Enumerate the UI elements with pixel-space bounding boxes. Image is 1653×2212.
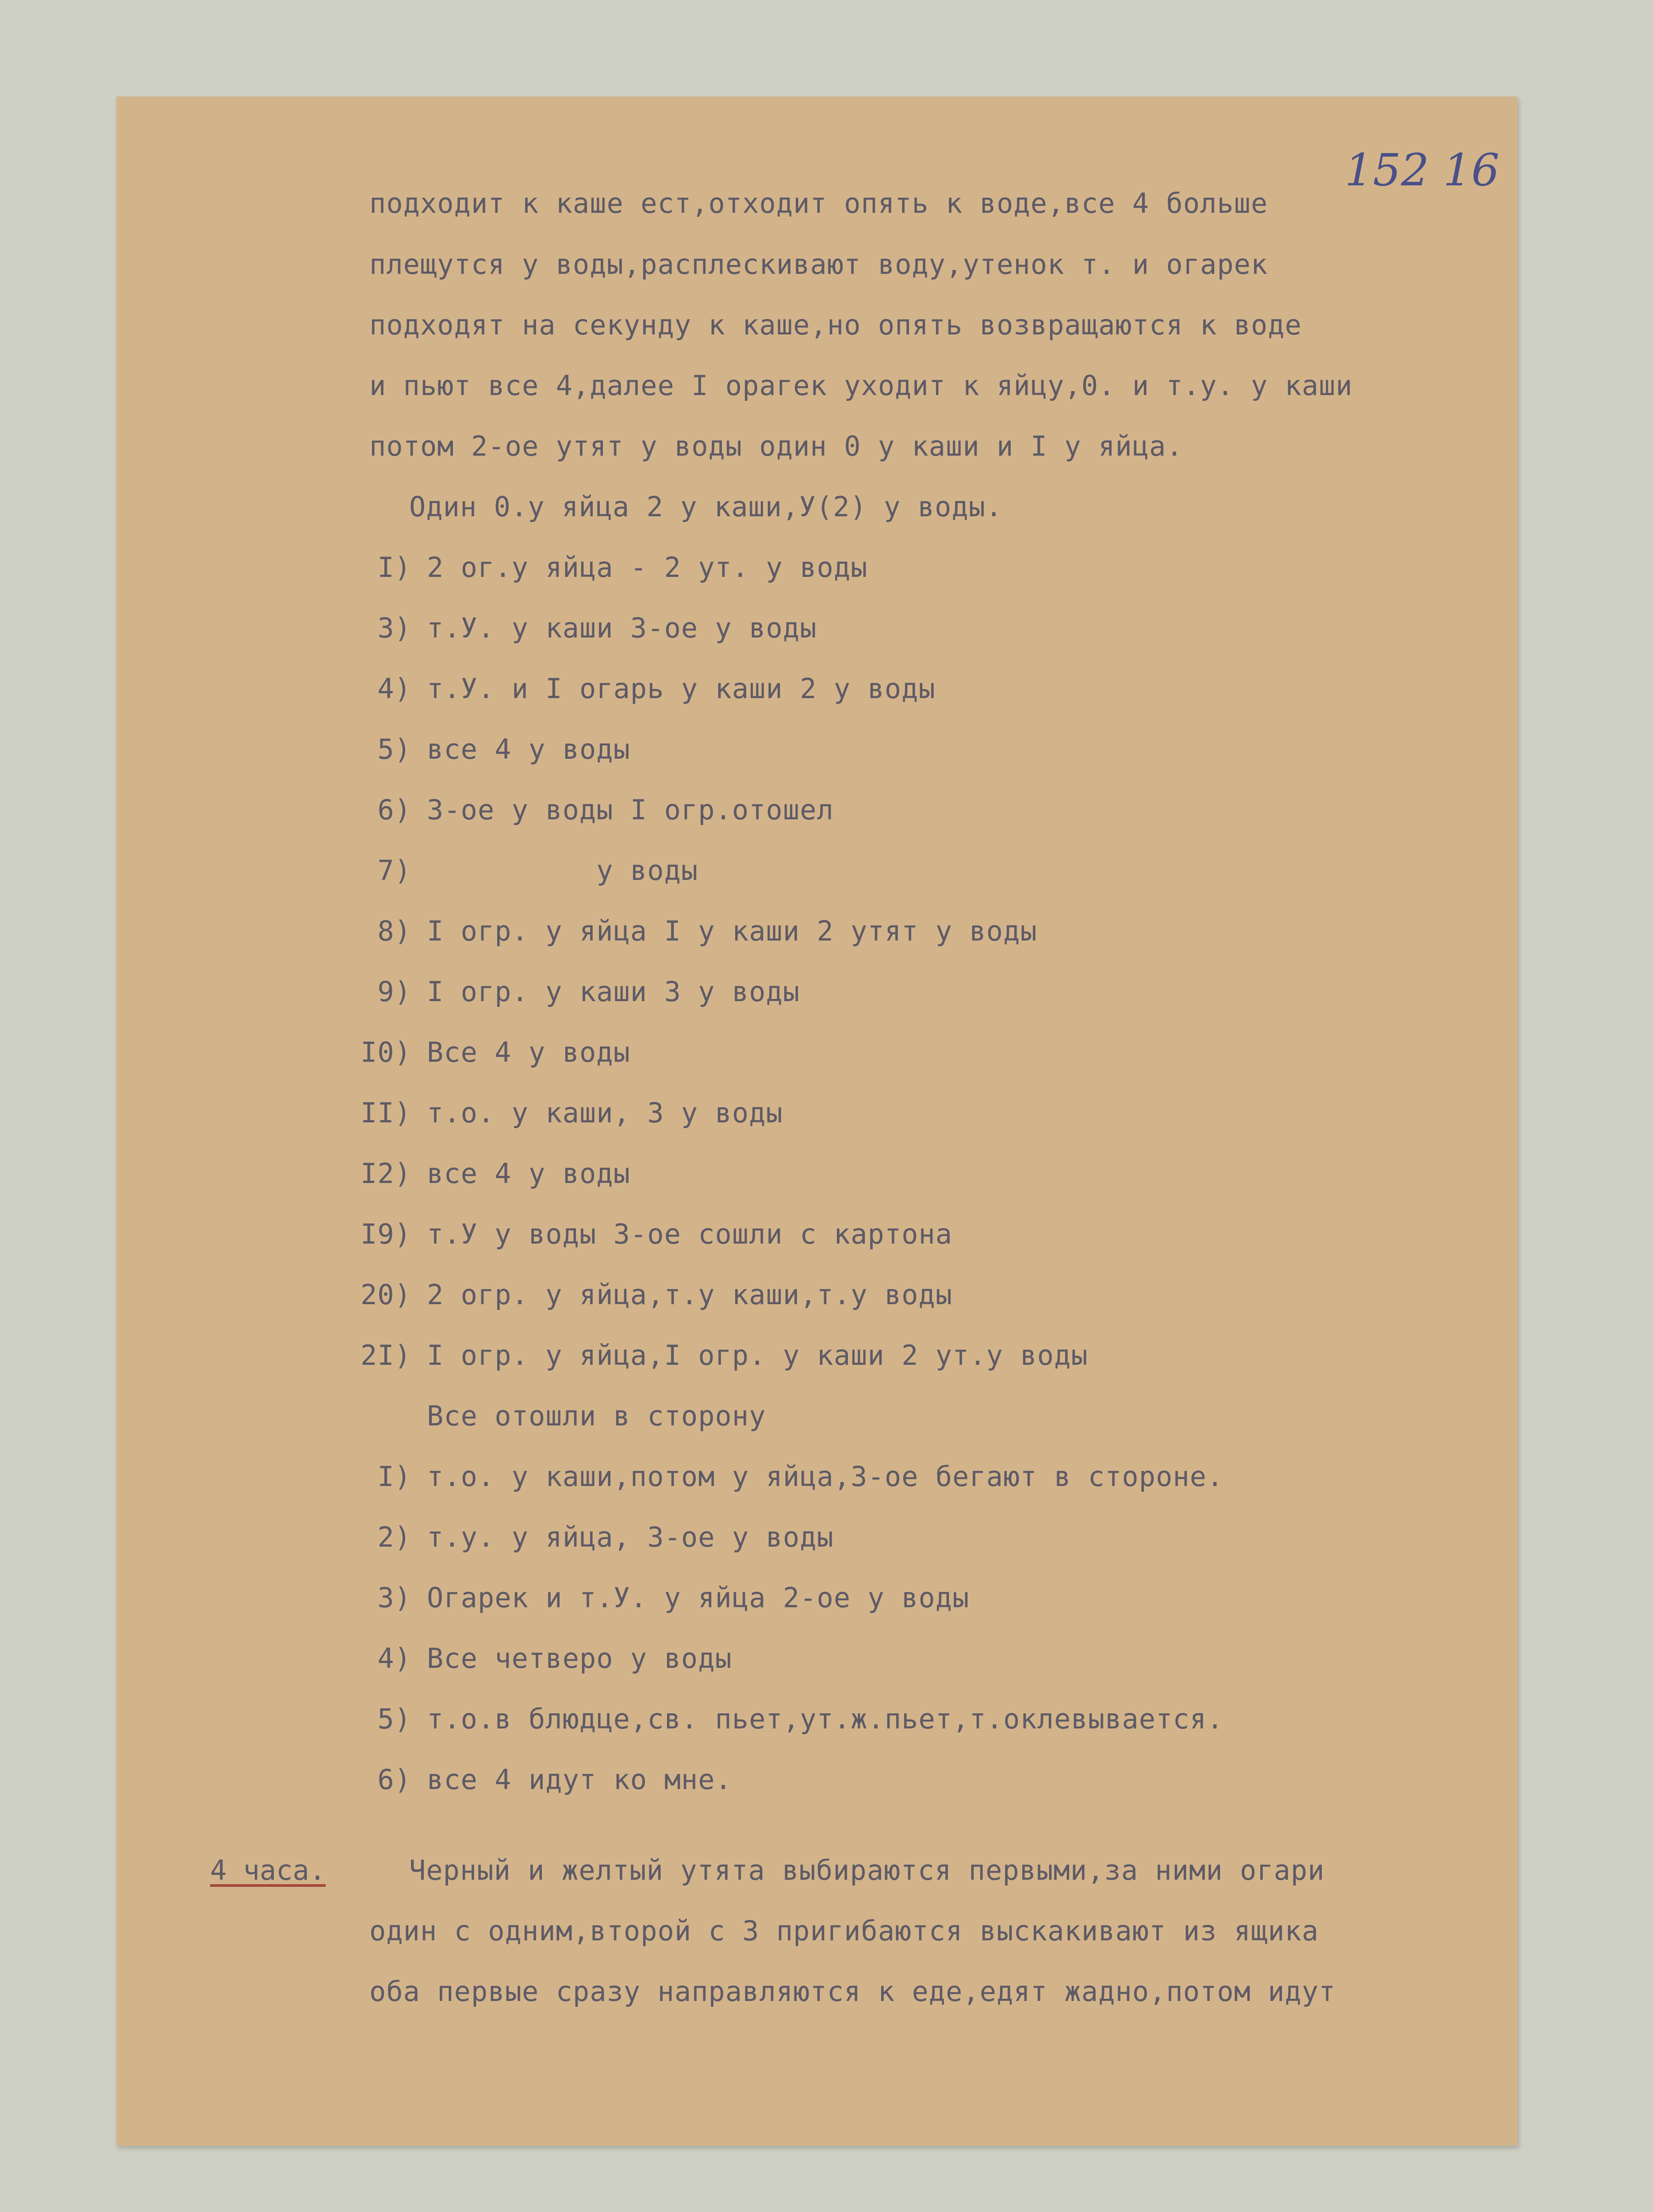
text-line: плещутся у воды,расплескивают воду,утенок т. и огарек xyxy=(369,248,1268,280)
item-text: т.У. и I огарь у каши 2 у воды xyxy=(427,672,936,705)
item-number: 4) xyxy=(377,1642,411,1674)
item-text: 3-ое у воды I огр.отошел xyxy=(427,794,834,826)
text-line: один с одним,второй с 3 пригибаются выскакивают из ящика xyxy=(369,1915,1319,1947)
text-line: подходят на секунду к каше,но опять возвращаются к воде xyxy=(369,309,1302,341)
text-line: Один 0.у яйца 2 у каши,У(2) у воды. xyxy=(409,491,1003,523)
item-number: 6) xyxy=(377,1763,411,1796)
item-text: т.У. у каши 3-ое у воды xyxy=(427,612,817,644)
item-text: 2 ог.у яйца - 2 ут. у воды xyxy=(427,551,868,584)
section-heading: 4 часа. xyxy=(210,1854,326,1886)
item-text: Все четверо у воды xyxy=(427,1642,732,1674)
item-text: Огарек и т.У. у яйца 2-ое у воды xyxy=(427,1582,970,1614)
text-line: потом 2-ое утят у воды один 0 у каши и I у яйца. xyxy=(369,430,1183,462)
item-text: т.У у воды 3-ое сошли с картона xyxy=(427,1218,953,1250)
item-text: I огр. у каши 3 у воды xyxy=(427,975,800,1008)
text-line: Черный и желтый утята выбираются первыми,за ними огари xyxy=(409,1854,1325,1886)
item-number: I) xyxy=(377,1460,411,1493)
item-text: т.о. у каши,потом у яйца,3-ое бегают в стороне. xyxy=(427,1460,1224,1493)
item-number: 3) xyxy=(377,612,411,644)
item-text: Все 4 у воды xyxy=(427,1036,630,1068)
item-number: 5) xyxy=(377,1703,411,1735)
item-text: все 4 у воды xyxy=(427,1157,630,1190)
item-number: I0) xyxy=(361,1036,411,1068)
item-number: 2I) xyxy=(361,1339,411,1371)
item-number: 2) xyxy=(377,1521,411,1553)
page-number: 152 16 xyxy=(1345,144,1500,196)
text-line: подходит к каше ест,отходит опять к воде,все 4 больше xyxy=(369,187,1268,219)
item-text: все 4 у воды xyxy=(427,733,630,765)
item-number: 8) xyxy=(377,915,411,947)
item-text: т.о. у каши, 3 у воды xyxy=(427,1097,783,1129)
item-number: II) xyxy=(361,1097,411,1129)
item-number: I2) xyxy=(361,1157,411,1190)
item-text: I огр. у яйца,I огр. у каши 2 ут.у воды xyxy=(427,1339,1088,1371)
item-number: 20) xyxy=(361,1279,411,1311)
item-number: 7) xyxy=(377,854,411,887)
item-number: 9) xyxy=(377,975,411,1008)
text-line: оба первые сразу направляются к еде,едят жадно,потом идут xyxy=(369,1975,1336,2008)
item-text: т.о.в блюдце,св. пьет,ут.ж.пьет,т.оклевывается. xyxy=(427,1703,1224,1735)
item-text: т.у. у яйца, 3-ое у воды xyxy=(427,1521,834,1553)
item-text: все 4 идут ко мне. xyxy=(427,1763,732,1796)
text-line: Все отошли в сторону xyxy=(427,1400,766,1432)
item-text: 2 огр. у яйца,т.у каши,т.у воды xyxy=(427,1279,953,1311)
item-number: 5) xyxy=(377,733,411,765)
item-number: I9) xyxy=(361,1218,411,1250)
text-line: и пьют все 4,далее I орагек уходит к яйцу,0. и т.у. у каши xyxy=(369,369,1353,402)
item-number: 3) xyxy=(377,1582,411,1614)
item-text: I огр. у яйца I у каши 2 утят у воды xyxy=(427,915,1037,947)
item-number: 6) xyxy=(377,794,411,826)
item-text: у воды xyxy=(427,854,698,887)
item-number: 4) xyxy=(377,672,411,705)
document-page xyxy=(116,96,1517,2146)
item-number: I) xyxy=(377,551,411,584)
